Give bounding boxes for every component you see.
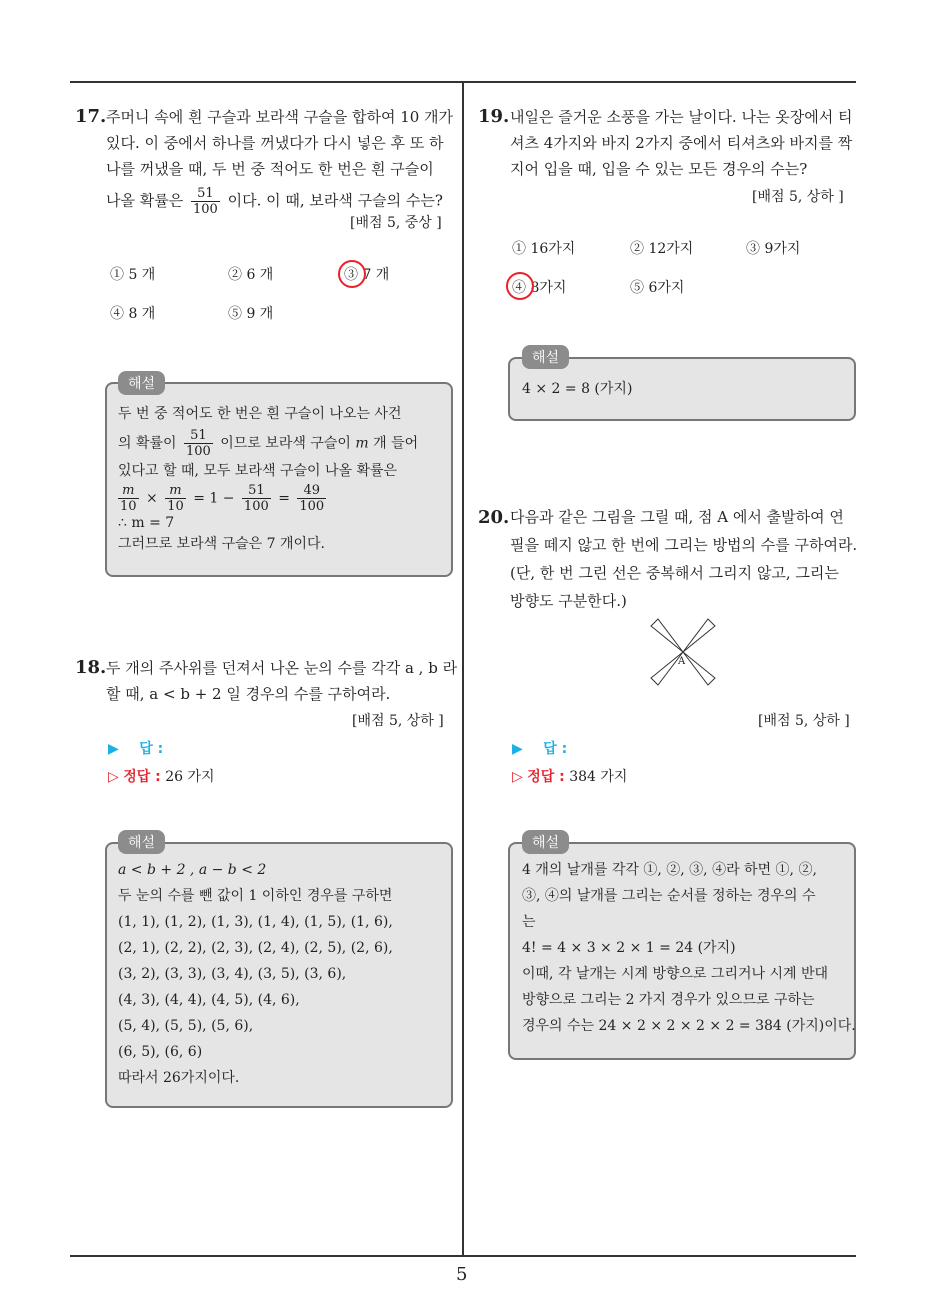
q20-correct-row [512, 766, 627, 786]
q20-solution-tab: 해설 [522, 830, 569, 854]
q17-option-5[interactable]: ⑤ 9 개 [228, 306, 274, 322]
q20-score: [배점 5, 상하 ] [758, 713, 850, 729]
q17-score: [배점 5, 중상 ] [350, 215, 442, 231]
q19-option-2[interactable]: ② 12가지 [630, 241, 694, 257]
q18-correct-row [108, 766, 215, 786]
q17-sol-line: 두 번 중 적어도 한 번은 흰 구슬이 나오는 사건 [118, 406, 402, 422]
q20-sol-line: ③, ④의 날개를 그리는 순서를 정하는 경우의 수 [522, 888, 816, 904]
correct-triangle-icon: ▷ [108, 769, 119, 785]
q20-line: 필을 떼지 않고 한 번에 그리는 방법의 수를 구하여라. [510, 536, 858, 554]
q18-solution-body [118, 857, 393, 1091]
q17-option-4[interactable]: ④ 8 개 [110, 306, 156, 322]
q17-option-3[interactable]: ③ 7 개 [344, 267, 390, 283]
bottom-rule [70, 1255, 856, 1257]
q17-text [106, 104, 456, 217]
q17-line: 나를 꺼냈을 때, 두 번 중 적어도 한 번은 흰 구슬이 [106, 160, 434, 178]
q20-answer-label: 답 : [543, 741, 568, 757]
q19-solution-body [522, 376, 632, 402]
q17-line4-post: 이다. 이 때, 보라색 구슬의 수는? [227, 191, 443, 210]
q20-sol-line: 4 개의 날개를 각각 ①, ②, ③, ④라 하면 ①, ②, [522, 862, 817, 878]
q18-correct-label: 정답 : [123, 769, 161, 785]
q18-score: [배점 5, 상하 ] [352, 713, 444, 729]
q19-option-3[interactable]: ③ 9가지 [746, 241, 801, 257]
q19-option-5[interactable]: ⑤ 6가지 [630, 280, 685, 296]
q17-line: 있다. 이 중에서 하나를 꺼냈다가 다시 넣은 후 또 하 [106, 134, 444, 152]
wing-bottom-right [683, 652, 715, 685]
q20-sol-line: 이때, 각 날개는 시계 방향으로 그리거나 시계 반대 [522, 966, 829, 982]
q20-line: (단, 한 번 그린 선은 중복해서 그리지 않고, 그리는 [510, 564, 839, 582]
q18-sol-line: a < b + 2 , a − b < 2 [118, 862, 267, 878]
q20-solution-body [522, 857, 856, 1039]
q19-line: 셔츠 4가지와 바지 2가지 중에서 티셔츠와 바지를 짝 [510, 134, 853, 152]
q19-solution-tab: 해설 [522, 345, 569, 369]
q18-answer-label: 답 : [139, 741, 164, 757]
q17-sol-equation: $\frac{m}{10}$ × $\frac{m}{10}$ = 1 − $\frac{51}{100}$ = $\frac{49}{100}$ [120, 483, 325, 514]
q18-solution-tab: 해설 [118, 830, 165, 854]
q18-correct-value: 26 가지 [165, 769, 215, 785]
q17-fraction: $\frac{51}{100}$ [193, 186, 218, 217]
answer-play-icon: ▶ [108, 741, 119, 757]
q18-line: 할 때, a < b + 2 일 경우의 수를 구하여라. [106, 685, 391, 703]
point-a-label: A [678, 656, 686, 667]
q18-number: 18. [75, 657, 107, 678]
q18-sol-line: (1, 1), (1, 2), (1, 3), (1, 4), (1, 5), (1, 6), [118, 914, 393, 930]
q20-sol-line: 는 [522, 914, 536, 930]
q17-number: 17. [75, 106, 107, 127]
q20-line: 다음과 같은 그림을 그릴 때, 점 A 에서 출발하여 연 [510, 508, 844, 526]
q18-sol-line: (6, 5), (6, 6) [118, 1044, 203, 1060]
q18-text [106, 655, 456, 707]
q19-sol-line: 4 × 2 = 8 (가지) [522, 381, 633, 397]
q17-sol-line: 의 확률이 $\frac{51}{100}$ 이므로 보라색 구슬이 m 개 들어 [118, 428, 419, 459]
q20-number: 20. [478, 507, 510, 528]
q20-sol-line: 방향으로 그리는 2 가지 경우가 있으므로 구하는 [522, 992, 815, 1008]
q17-selected-circle [338, 260, 366, 288]
q17-option-1[interactable]: ① 5 개 [110, 267, 156, 283]
q20-text [510, 503, 860, 615]
q18-sol-line: (2, 1), (2, 2), (2, 3), (2, 4), (2, 5), (2, 6), [118, 940, 393, 956]
q17-line: 주머니 속에 흰 구슬과 보라색 구슬을 합하여 10 개가 [106, 108, 454, 126]
q19-score: [배점 5, 상하 ] [752, 189, 844, 205]
q17-sol-line: ∴ m = 7 [118, 515, 175, 531]
q20-sol-line: 4! = 4 × 3 × 2 × 1 = 24 (가지) [522, 940, 736, 956]
q19-line: 내일은 즐거운 소풍을 가는 날이다. 나는 옷장에서 티 [510, 108, 853, 126]
q17-sol-line: 그러므로 보라색 구슬은 7 개이다. [118, 536, 325, 552]
q20-line: 방향도 구분한다.) [510, 592, 627, 610]
q19-number: 19. [478, 106, 510, 127]
q18-line: 두 개의 주사위를 던져서 나온 눈의 수를 각각 a , b 라 [106, 659, 458, 677]
q17-option-2[interactable]: ② 6 개 [228, 267, 274, 283]
q18-sol-line: (3, 2), (3, 3), (3, 4), (3, 5), (3, 6), [118, 966, 347, 982]
q19-option-4[interactable]: ④ 8가지 [512, 280, 567, 296]
column-divider [462, 82, 464, 1256]
page-number: 5 [456, 1264, 468, 1285]
q18-answer-row [108, 738, 163, 758]
q20-correct-label: 정답 : [527, 769, 565, 785]
q17-solution-tab: 해설 [118, 371, 165, 395]
wing-top-left [651, 619, 683, 652]
q17-sol-line: 있다고 할 때, 모두 보라색 구슬이 나올 확률은 [118, 463, 398, 479]
q17-solution-body [118, 402, 448, 556]
q18-sol-line: 따라서 26가지이다. [118, 1070, 240, 1086]
q17-line4-pre: 나올 확률은 [106, 191, 184, 210]
q20-sol-line: 경우의 수는 24 × 2 × 2 × 2 × 2 = 384 (가지)이다. [522, 1018, 856, 1034]
wing-top-right [683, 619, 715, 652]
q19-line: 지어 입을 때, 입을 수 있는 모든 경우의 수는? [510, 160, 808, 178]
q20-answer-row [512, 738, 567, 758]
q19-selected-circle [506, 272, 534, 300]
q18-sol-line: 두 눈의 수를 뺀 값이 1 이하인 경우를 구하면 [118, 888, 393, 904]
q20-correct-value: 384 가지 [569, 769, 628, 785]
q19-option-1[interactable]: ① 16가지 [512, 241, 576, 257]
q18-sol-line: (5, 4), (5, 5), (5, 6), [118, 1018, 254, 1034]
correct-triangle-icon: ▷ [512, 769, 523, 785]
answer-play-icon: ▶ [512, 741, 523, 757]
q20-figure [646, 616, 720, 688]
q19-text [510, 104, 860, 182]
q18-sol-line: (4, 3), (4, 4), (4, 5), (4, 6), [118, 992, 300, 1008]
